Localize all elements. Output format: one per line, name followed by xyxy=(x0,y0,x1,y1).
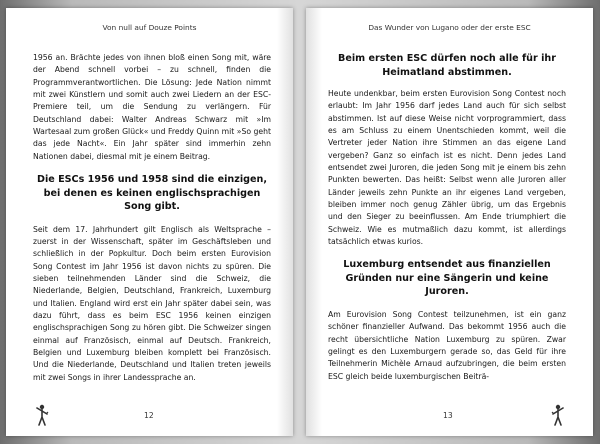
running-head: Von null auf Douze Points xyxy=(102,23,197,32)
page-number: 13 xyxy=(443,411,453,420)
running-head: Das Wunder von Lugano oder der erste ESC xyxy=(368,23,531,32)
singer-figure-icon xyxy=(35,404,49,426)
section-heading: Beim ersten ESC dürfen noch alle für ihr Heimatland abstimmen. xyxy=(338,53,556,78)
left-page-content xyxy=(33,52,271,384)
page-footer xyxy=(6,402,293,426)
singer-figure-icon xyxy=(551,404,565,426)
gutter-shadow xyxy=(277,8,293,436)
right-page xyxy=(306,8,593,436)
left-page xyxy=(6,8,293,436)
section-heading: Luxemburg entsendet aus finanziellen Gründen nur eine Sängerin und keine Juroren. xyxy=(343,259,551,298)
page-footer xyxy=(306,402,593,426)
body-paragraph: Seit dem 17. Jahrhundert gilt Englisch als Weltsprache – zuerst in der Wissenschaft, später im Geschäftsleben und schließlich in der Popkultur. Doch beim ersten Eurovision Song Contest im Jahr 1956 ist davon nichts zu spüren. Die sieben teilnehmenden Länder sind die Schweiz, die Niederlande, Belgien, Deutschland, Frankreich, Luxemburg und Italien. England wird erst ein Jahr später dabei sein, was dazu führt, dass es beim ESC 1956 keinen einzigen englischsprachigen Song zu hören gibt. Die Schweizer singen einmal auf Französisch, einmal auf Deutsch. Frankreich, Belgien und Luxemburg bleiben komplett bei Französisch. Und die Niederlande, Deutschland und Italien treten jeweils mit zwei Songs in ihrer Landessprache an. xyxy=(33,224,271,382)
body-paragraph: 1956 an. Brächte jedes von ihnen bloß einen Song mit, wäre der Abend schnell vorbei – zu schnell, finden die Programmverantwortlichen. Die Lösung: Jede Nation nimmt mit zwei Künstlern und somit auch zwei Liedern an der ESC-Premiere teil, um die Sendung zu verlängern. Für Deutschland dabei: Walter Andreas Schwarz mit »Im Wartesaal zum großen Glück« und Freddy Quinn mit »So geht das jede Nacht«. Ein Jahr später sind immerhin zehn Nationen dabei, diesmal mit je einem Beitrag. xyxy=(33,53,271,161)
right-page-content xyxy=(328,52,566,383)
gutter-shadow xyxy=(306,8,322,436)
body-paragraph: Heute undenkbar, beim ersten Eurovision Song Contest noch erlaubt: Im Jahr 1956 darf jedes Land auch für sich selbst abstimmen. Ist auf diese Weise nicht vorprogrammiert, dass es am Schluss zu einem Unentschieden kommt, weil die Vertreter jeder Nation ihre Stimmen an das eigene Land vergeben? Ganz so einfach ist es nicht. Denn jedes Land entsendet zwei Juroren, die jeden Song mit je einem bis zehn Punkten bewerten. Das heißt: Selbst wenn alle Juroren aller Länder jeweils zehn Punkte an ihr eigenes Land vergeben, bleiben immer noch genug Zähler übrig, um das Ergebnis und den Sieger zu beeinflussen. Am Ende triumphiert die Schweiz. Wie es mutmaßlich dazu kommt, ist allerdings tatsächlich etwas kurios. xyxy=(328,89,566,247)
body-paragraph: Am Eurovision Song Contest teilzunehmen, ist ein ganz schöner finanzieller Aufwand. Das bekommt 1956 auch die recht übersichtliche Nation Luxemburg zu spüren. Zwar gelingt es den Luxemburgern gerade so, das Geld für ihre Teilnehmerin Michèle Arnaud aufzubringen, die beim ersten ESC gleich beide luxemburgischen Beiträ- xyxy=(328,309,566,381)
section-heading: Die ESCs 1956 und 1958 sind die einzigen, bei denen es keinen englischsprachigen Song gibt. xyxy=(37,174,267,213)
page-number: 12 xyxy=(144,411,154,420)
